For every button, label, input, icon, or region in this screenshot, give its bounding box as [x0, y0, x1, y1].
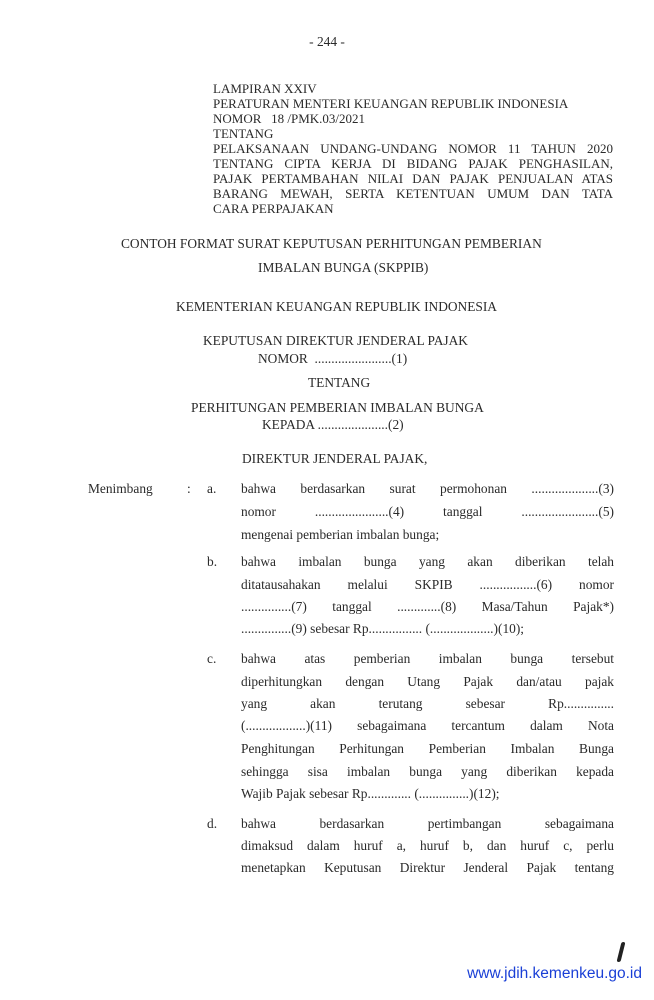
item-line: nomor ......................(4) tanggal .......................(5) [241, 504, 614, 519]
item-line: (..................)(11) sebagaimana tercantum dalam Nota [241, 718, 614, 733]
menimbang-colon: : [187, 481, 191, 496]
item-line: bahwa berdasarkan surat permohonan ....................(3) [241, 481, 614, 496]
item-line: ...............(9) sebesar Rp................ (...................)(10); [241, 621, 525, 636]
paraf-mark-icon [617, 942, 626, 962]
item-line: ditatausahakan melalui SKPIB .................(6) nomor [241, 577, 614, 592]
item-line: Wajib Pajak sebesar Rp............. (...............)(12); [241, 786, 500, 801]
item-marker: d. [207, 816, 218, 831]
item-line: dimaksud dalam huruf a, huruf b, dan huruf c, perlu [241, 838, 614, 853]
footer-url[interactable]: www.jdih.kemenkeu.go.id [467, 965, 642, 982]
decree-tentang: TENTANG [308, 375, 371, 390]
header-line: CARA PERPAJAKAN [213, 201, 334, 216]
header-line: TENTANG [213, 126, 274, 141]
item-line: yang akan terutang sebesar Rp............... [241, 696, 614, 711]
header-line: PELAKSANAAN UNDANG-UNDANG NOMOR 11 TAHUN 2020 [213, 141, 613, 156]
item-line: Penghitungan Perhitungan Pemberian Imbalan Bunga [241, 741, 614, 756]
header-line: NOMOR 18 /PMK.03/2021 [213, 111, 366, 126]
header-line: PERATURAN MENTERI KEUANGAN REPUBLIK INDONESIA [213, 96, 569, 111]
item-line: bahwa atas pemberian imbalan bunga tersebut [241, 651, 614, 666]
page-number: - 244 - [309, 34, 345, 49]
item-line: mengenai pemberian imbalan bunga; [241, 527, 440, 542]
item-line: bahwa imbalan bunga yang akan diberikan telah [241, 554, 614, 569]
item-line: bahwa berdasarkan pertimbangan sebagaimana [241, 816, 614, 831]
decree-subject: PERHITUNGAN PEMBERIAN IMBALAN BUNGA [191, 400, 484, 415]
header-line: PAJAK PERTAMBAHAN NILAI DAN PAJAK PENJUALAN ATAS [213, 171, 613, 186]
item-marker: c. [207, 651, 217, 666]
header-line: BARANG MEWAH, SERTA KETENTUAN UMUM DAN TATA [213, 186, 613, 201]
item-line: ...............(7) tanggal .............(8) Masa/Tahun Pajak*) [241, 599, 614, 614]
menimbang-label: Menimbang [88, 481, 153, 496]
item-line: diperhitungkan dengan Utang Pajak dan/atau pajak [241, 674, 614, 689]
document-title: CONTOH FORMAT SURAT KEPUTUSAN PERHITUNGAN PEMBERIAN [121, 236, 542, 251]
header-line: TENTANG CIPTA KERJA DI BIDANG PAJAK PENGHASILAN, [213, 156, 613, 171]
decree-number: NOMOR .......................(1) [258, 351, 408, 366]
decree-official: DIREKTUR JENDERAL PAJAK, [242, 451, 428, 466]
ministry-name: KEMENTERIAN KEUANGAN REPUBLIK INDONESIA [176, 299, 497, 314]
header-line: LAMPIRAN XXIV [213, 81, 317, 96]
decree-title: KEPUTUSAN DIREKTUR JENDERAL PAJAK [203, 333, 468, 348]
decree-recipient: KEPADA .....................(2) [262, 417, 404, 432]
item-marker: a. [207, 481, 217, 496]
item-marker: b. [207, 554, 218, 569]
document-title: IMBALAN BUNGA (SKPPIB) [258, 260, 429, 275]
item-line: sehingga sisa imbalan bunga yang diberikan kepada [241, 764, 614, 779]
item-line: menetapkan Keputusan Direktur Jenderal Pajak tentang [241, 860, 614, 875]
